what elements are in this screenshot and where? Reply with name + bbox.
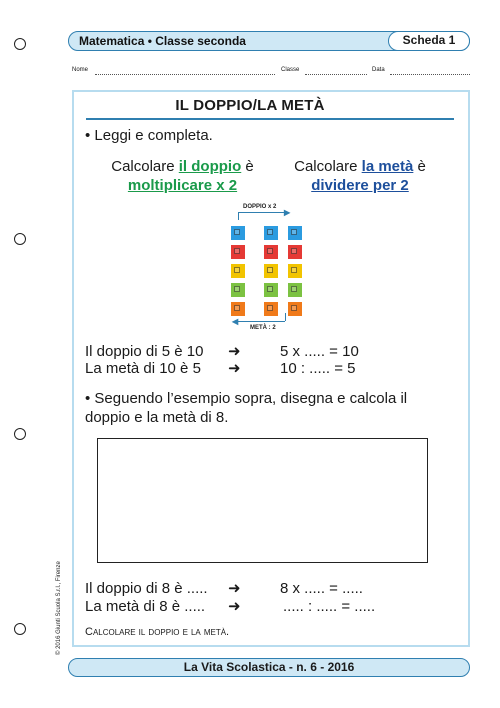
diagram-square bbox=[288, 245, 302, 259]
header-bar bbox=[68, 31, 470, 51]
diagram-square bbox=[264, 283, 278, 297]
diagram-square bbox=[264, 302, 278, 316]
arrow-icon: ➜ bbox=[228, 360, 241, 377]
rule-half bbox=[285, 157, 435, 195]
diagram-square bbox=[288, 226, 302, 240]
rule-double-term: il doppio bbox=[178, 158, 242, 175]
rule-double-prefix: Calcolare bbox=[111, 158, 179, 175]
diagram-square bbox=[231, 283, 245, 297]
sheet-tab: Scheda 1 bbox=[388, 31, 470, 51]
diagram-top-left-tick bbox=[238, 212, 239, 220]
date-field[interactable] bbox=[390, 74, 470, 75]
subject-label: Matematica • Classe seconda bbox=[79, 34, 246, 48]
diagram-square bbox=[288, 264, 302, 278]
diagram-square bbox=[231, 226, 245, 240]
exercise-half-left: La metà di 8 è ..... bbox=[85, 598, 206, 615]
diagram-bottom-arrowhead: ◀ bbox=[232, 317, 239, 326]
diagram-double-label: DOPPIO x 2 bbox=[243, 204, 277, 210]
binder-hole bbox=[14, 38, 26, 50]
copyright-note: © 2016 Giunti Scuola S.r.l., Firenze bbox=[56, 561, 62, 655]
diagram-bottom-right-tick bbox=[285, 313, 286, 321]
diagram-square bbox=[288, 283, 302, 297]
rule-half-prefix: Calcolare bbox=[294, 158, 362, 175]
arrow-icon: ➜ bbox=[228, 598, 241, 615]
class-label: Classe bbox=[281, 67, 300, 73]
diagram-square bbox=[231, 264, 245, 278]
worksheet-title: IL DOPPIO/LA METÀ bbox=[175, 97, 325, 114]
instruction-read-complete: • Leggi e completa. bbox=[85, 127, 213, 144]
name-field[interactable] bbox=[95, 74, 275, 75]
exercise-double-left: Il doppio di 8 è ..... bbox=[85, 580, 208, 597]
diagram-top-arrowhead: ▶ bbox=[284, 208, 291, 217]
diagram-square bbox=[231, 245, 245, 259]
drawing-area[interactable] bbox=[97, 438, 428, 563]
rule-half-operation: dividere per 2 bbox=[311, 177, 409, 194]
rule-double bbox=[110, 157, 255, 195]
diagram-square bbox=[231, 302, 245, 316]
footer-bar: La Vita Scolastica - n. 6 - 2016 bbox=[68, 658, 470, 677]
example-double-left: Il doppio di 5 è 10 bbox=[85, 343, 204, 360]
name-label: Nome bbox=[72, 67, 89, 73]
exercise-double-right: 8 x ..... = ..... bbox=[280, 580, 363, 597]
example-half-right: 10 : ..... = 5 bbox=[280, 360, 356, 377]
diagram-half-label: METÀ : 2 bbox=[250, 325, 276, 331]
summary-text: Calcolare il doppio e la metà. bbox=[85, 626, 230, 638]
exercise-half-right: ..... : ..... = ..... bbox=[283, 598, 376, 615]
date-label: Data bbox=[372, 67, 385, 73]
binder-hole bbox=[14, 428, 26, 440]
example-double-right: 5 x ..... = 10 bbox=[280, 343, 359, 360]
binder-hole bbox=[14, 623, 26, 635]
diagram-square bbox=[264, 226, 278, 240]
diagram-square bbox=[288, 302, 302, 316]
example-half-left: La metà di 10 è 5 bbox=[85, 360, 201, 377]
title-underline bbox=[86, 118, 454, 120]
rule-double-operation: moltiplicare x 2 bbox=[127, 177, 238, 194]
diagram-square bbox=[264, 245, 278, 259]
rule-half-term: la metà bbox=[361, 158, 414, 175]
rule-double-suffix: è bbox=[241, 158, 254, 175]
arrow-icon: ➜ bbox=[228, 343, 241, 360]
class-field[interactable] bbox=[305, 74, 367, 75]
instruction-draw: • Seguendo l’esempio sopra, disegna e calcola il doppio e la metà di 8. bbox=[85, 390, 408, 426]
diagram-square bbox=[264, 264, 278, 278]
arrow-icon: ➜ bbox=[228, 580, 241, 597]
diagram-top-arrow bbox=[238, 212, 286, 213]
binder-hole bbox=[14, 233, 26, 245]
diagram-bottom-arrow bbox=[237, 321, 285, 322]
rule-half-suffix: è bbox=[413, 158, 426, 175]
